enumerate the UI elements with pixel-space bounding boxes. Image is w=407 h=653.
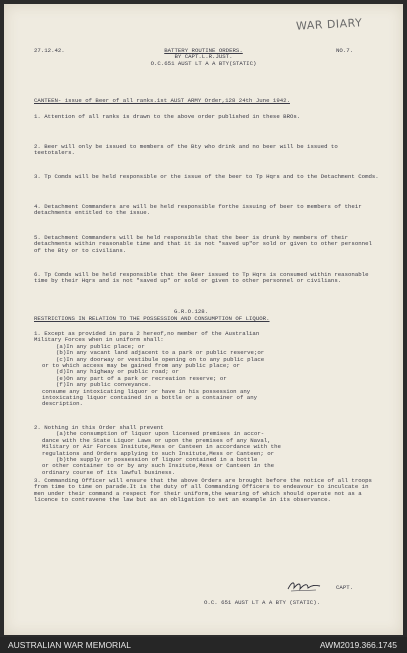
signature-mark — [286, 579, 322, 593]
text-line: ordinary course of its lawful business. — [42, 468, 176, 476]
list-item: (e)On any part of a park or recreation reserve; or — [56, 374, 227, 382]
list-item: (b)In any vacant land adjacent to a park or public reserve;or — [56, 349, 265, 357]
signature-unit: O.C. 651 AUST LT A A BTY (STATIC). — [204, 599, 321, 606]
gro-para-2 — [34, 425, 379, 476]
canteen-heading: CANTEEN- issue of Beer of all ranks.1st AUST ARMY Order,128 24th June 1942. — [34, 97, 290, 104]
list-item: (d)In any highway or public road; or — [56, 368, 179, 376]
canteen-item: 1. Attention of all ranks is drawn to the above order published in these BROs. — [34, 113, 301, 120]
order-number: NO.7. — [336, 47, 354, 54]
canteen-item: 5. Detachment Commanders will be held responsible that the beer is drunk by members of their detachments within reasonable time and that it is not "saved up"or sold or given to other personnel of the Bty or to civilians. — [34, 234, 372, 254]
order-title: BATTERY ROUTINE ORDERS. — [164, 47, 243, 54]
war-diary-stamp: WAR DIARY — [295, 16, 363, 33]
document-page — [4, 4, 403, 635]
canteen-item: 4. Detachment Commanders are will be held responsible forthe issuing of beer to members of their detachments entitled to the issue. — [34, 203, 362, 217]
gro-reference: G.R.O.128. — [174, 308, 209, 315]
text-line: dance with the State Liquor Laws or upon the premises of any Naval, — [42, 436, 271, 444]
text-line: 2. Nothing in this Order shall prevent — [34, 424, 164, 431]
text-line: consume any intoxicating liquor or have in his possession any — [42, 387, 251, 395]
gro-heading: RESTRICTIONS IN RELATION TO THE POSSESSION AND CONSUMPTION OF LIQUOR. — [34, 315, 270, 322]
order-date: 27.12.42. — [34, 47, 65, 54]
canteen-item: 2. Beer will only be issued to members of the Bty who drink and no beer will be issued to teetotalers. — [34, 143, 338, 157]
text-line: 1. Except as provided in para 2 hereof,no member of the Australian — [34, 330, 260, 337]
text-line: regulations and Orders applying to such Insitute,Mess or Canteen; or — [42, 449, 275, 457]
text-line: or other container to or by any such Insitute,Mess or Canteen in the — [42, 462, 275, 470]
canteen-item: 6. Tp Comds will be held responsible that the Beer issued to Tp Hqrs is consumed within reasonable time by their Hqrs and is not "saved up" or sold or given to other personnel or civilians. — [34, 271, 369, 285]
archive-reference: AWM2019.366.1745 — [319, 640, 397, 650]
text-line: (a)the consumption of liquor upon licensed premises in accor- — [56, 430, 265, 438]
signature-rank: CAPT. — [336, 584, 354, 591]
gro-para-3: 3. Commanding Officer will ensure that the above Orders are brought before the notice of all troops from time to time on parade.It is the duty of all Commanding Officers to endeavour to inculcate in men under their command a respect for their uniform,the wearing of which should operate not as a licence to contravene the law but as an obligation to set an example in its observance. — [34, 477, 372, 504]
text-line: (b)the supply or possession of liquor contained in a bottle — [56, 456, 258, 464]
order-issuer: BY CAPT.L.R.JUST. — [174, 53, 233, 61]
archive-name: AUSTRALIAN WAR MEMORIAL — [8, 640, 131, 650]
list-item: or to which access may be gained from any public place; or — [42, 362, 240, 370]
order-unit: O.C.651 AUST LT A A BTY(STATIC) — [150, 59, 257, 67]
canteen-item: 3. Tp Comds will be held responsible or the issue of the beer to Tp Hqrs and to the Detachment Comds. — [34, 173, 379, 180]
gro-para-1 — [34, 331, 379, 408]
text-line: Military or Air Forces Insitute,Mess or Canteen in accordance with the — [42, 443, 281, 451]
text-line: intoxicating liquor contained in a bottle or a container of any — [42, 394, 258, 402]
list-item: (f)In any public conveyance. — [56, 381, 152, 389]
list-item: (c)In any doorway or vestibule opening on to any public place — [56, 355, 265, 363]
text-line: description. — [42, 400, 83, 408]
text-line: Military Forces when in uniform shall: — [34, 336, 164, 344]
list-item: (a)In any public place; or — [56, 342, 145, 350]
archive-footer — [0, 637, 407, 653]
